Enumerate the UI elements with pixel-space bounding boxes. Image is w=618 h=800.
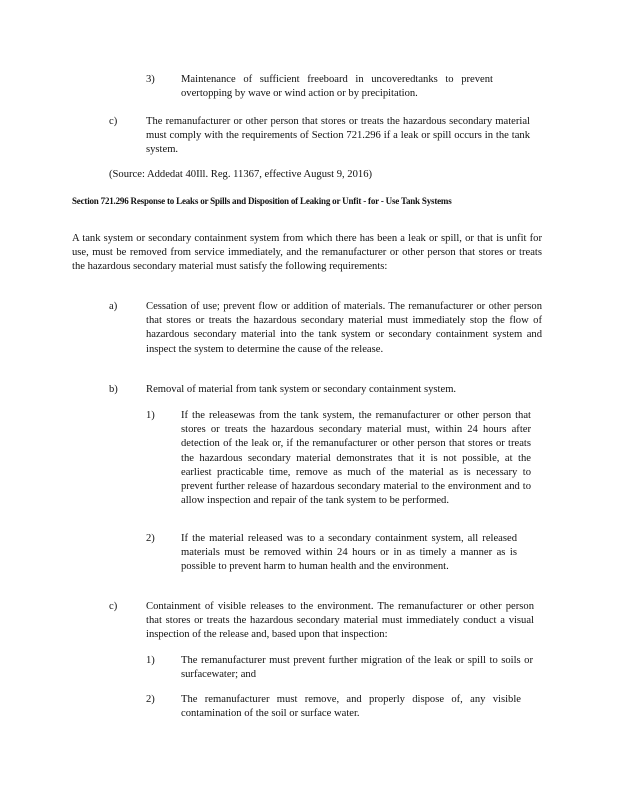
source-note: (Source: Addedat 40Ill. Reg. 11367, effective August 9, 2016) xyxy=(109,169,373,180)
item-b-1-label: 1) xyxy=(146,410,155,421)
item-b-2-text: If the material released was to a secondary containment system, all released materials must be removed within 24 hours or in as timely a manner as is possible to prevent harm to human health and the environment. xyxy=(181,533,517,573)
item-a-label: a) xyxy=(109,301,118,312)
item-a-text: Cessation of use; prevent flow or addition of materials. The remanufacturer or other person that stores or treats the hazardous secondary material must immediately stop the flow of hazardous secondary material into the tank system or secondary containment system and inspect the system to determine the cause of the release. xyxy=(146,301,542,355)
item-c-top-text: The remanufacturer or other person that stores or treats the hazardous secondary material must comply with the requirements of Section 721.296 if a leak or spill occurs in the tank system. xyxy=(146,116,530,156)
section-heading: Section 721.296 Response to Leaks or Spills and Disposition of Leaking or Unfit - for - Use Tank Systems xyxy=(72,196,452,206)
item-b-2-label: 2) xyxy=(146,533,155,544)
item-c-2-text: The remanufacturer must remove, and properly dispose of, any visible contamination of the soil or surface water. xyxy=(181,694,521,720)
item-c-1-text: The remanufacturer must prevent further migration of the leak or spill to soils or surfacewater; and xyxy=(181,655,533,681)
item-c-top-label: c) xyxy=(109,116,118,127)
item-3-text: Maintenance of sufficient freeboard in uncoveredtanks to prevent overtopping by wave or wind action or by precipitation. xyxy=(181,74,493,100)
item-c-2-label: 2) xyxy=(146,694,155,705)
item-b-label: b) xyxy=(109,384,118,395)
item-c-label: c) xyxy=(109,601,118,612)
item-c-text: Containment of visible releases to the environment. The remanufacturer or other person that stores or treats the hazardous secondary material must immediately conduct a visual inspection of the release and, based upon that inspection: xyxy=(146,601,534,641)
item-b-1-text: If the releasewas from the tank system, the remanufacturer or other person that stores or treats the hazardous secondary material must, within 24 hours after detection of the leak or, if the remanufacturer or other person that stores or treats the hazardous secondary material demonstrates that it is not possible, at the earliest practicable time, remove as much of the material as is necessary to prevent further release of hazardous secondary material to the environment and to allow inspection and repair of the tank system to be performed. xyxy=(181,410,531,507)
item-c-1-label: 1) xyxy=(146,655,155,666)
item-3-label: 3) xyxy=(146,74,155,85)
item-b-text: Removal of material from tank system or secondary containment system. xyxy=(146,384,457,395)
intro-paragraph: A tank system or secondary containment system from which there has been a leak or spill, or that is unfit for use, must be removed from service immediately, and the remanufacturer or other person that stores or treats the hazardous secondary material must satisfy the following requirements: xyxy=(72,233,542,273)
